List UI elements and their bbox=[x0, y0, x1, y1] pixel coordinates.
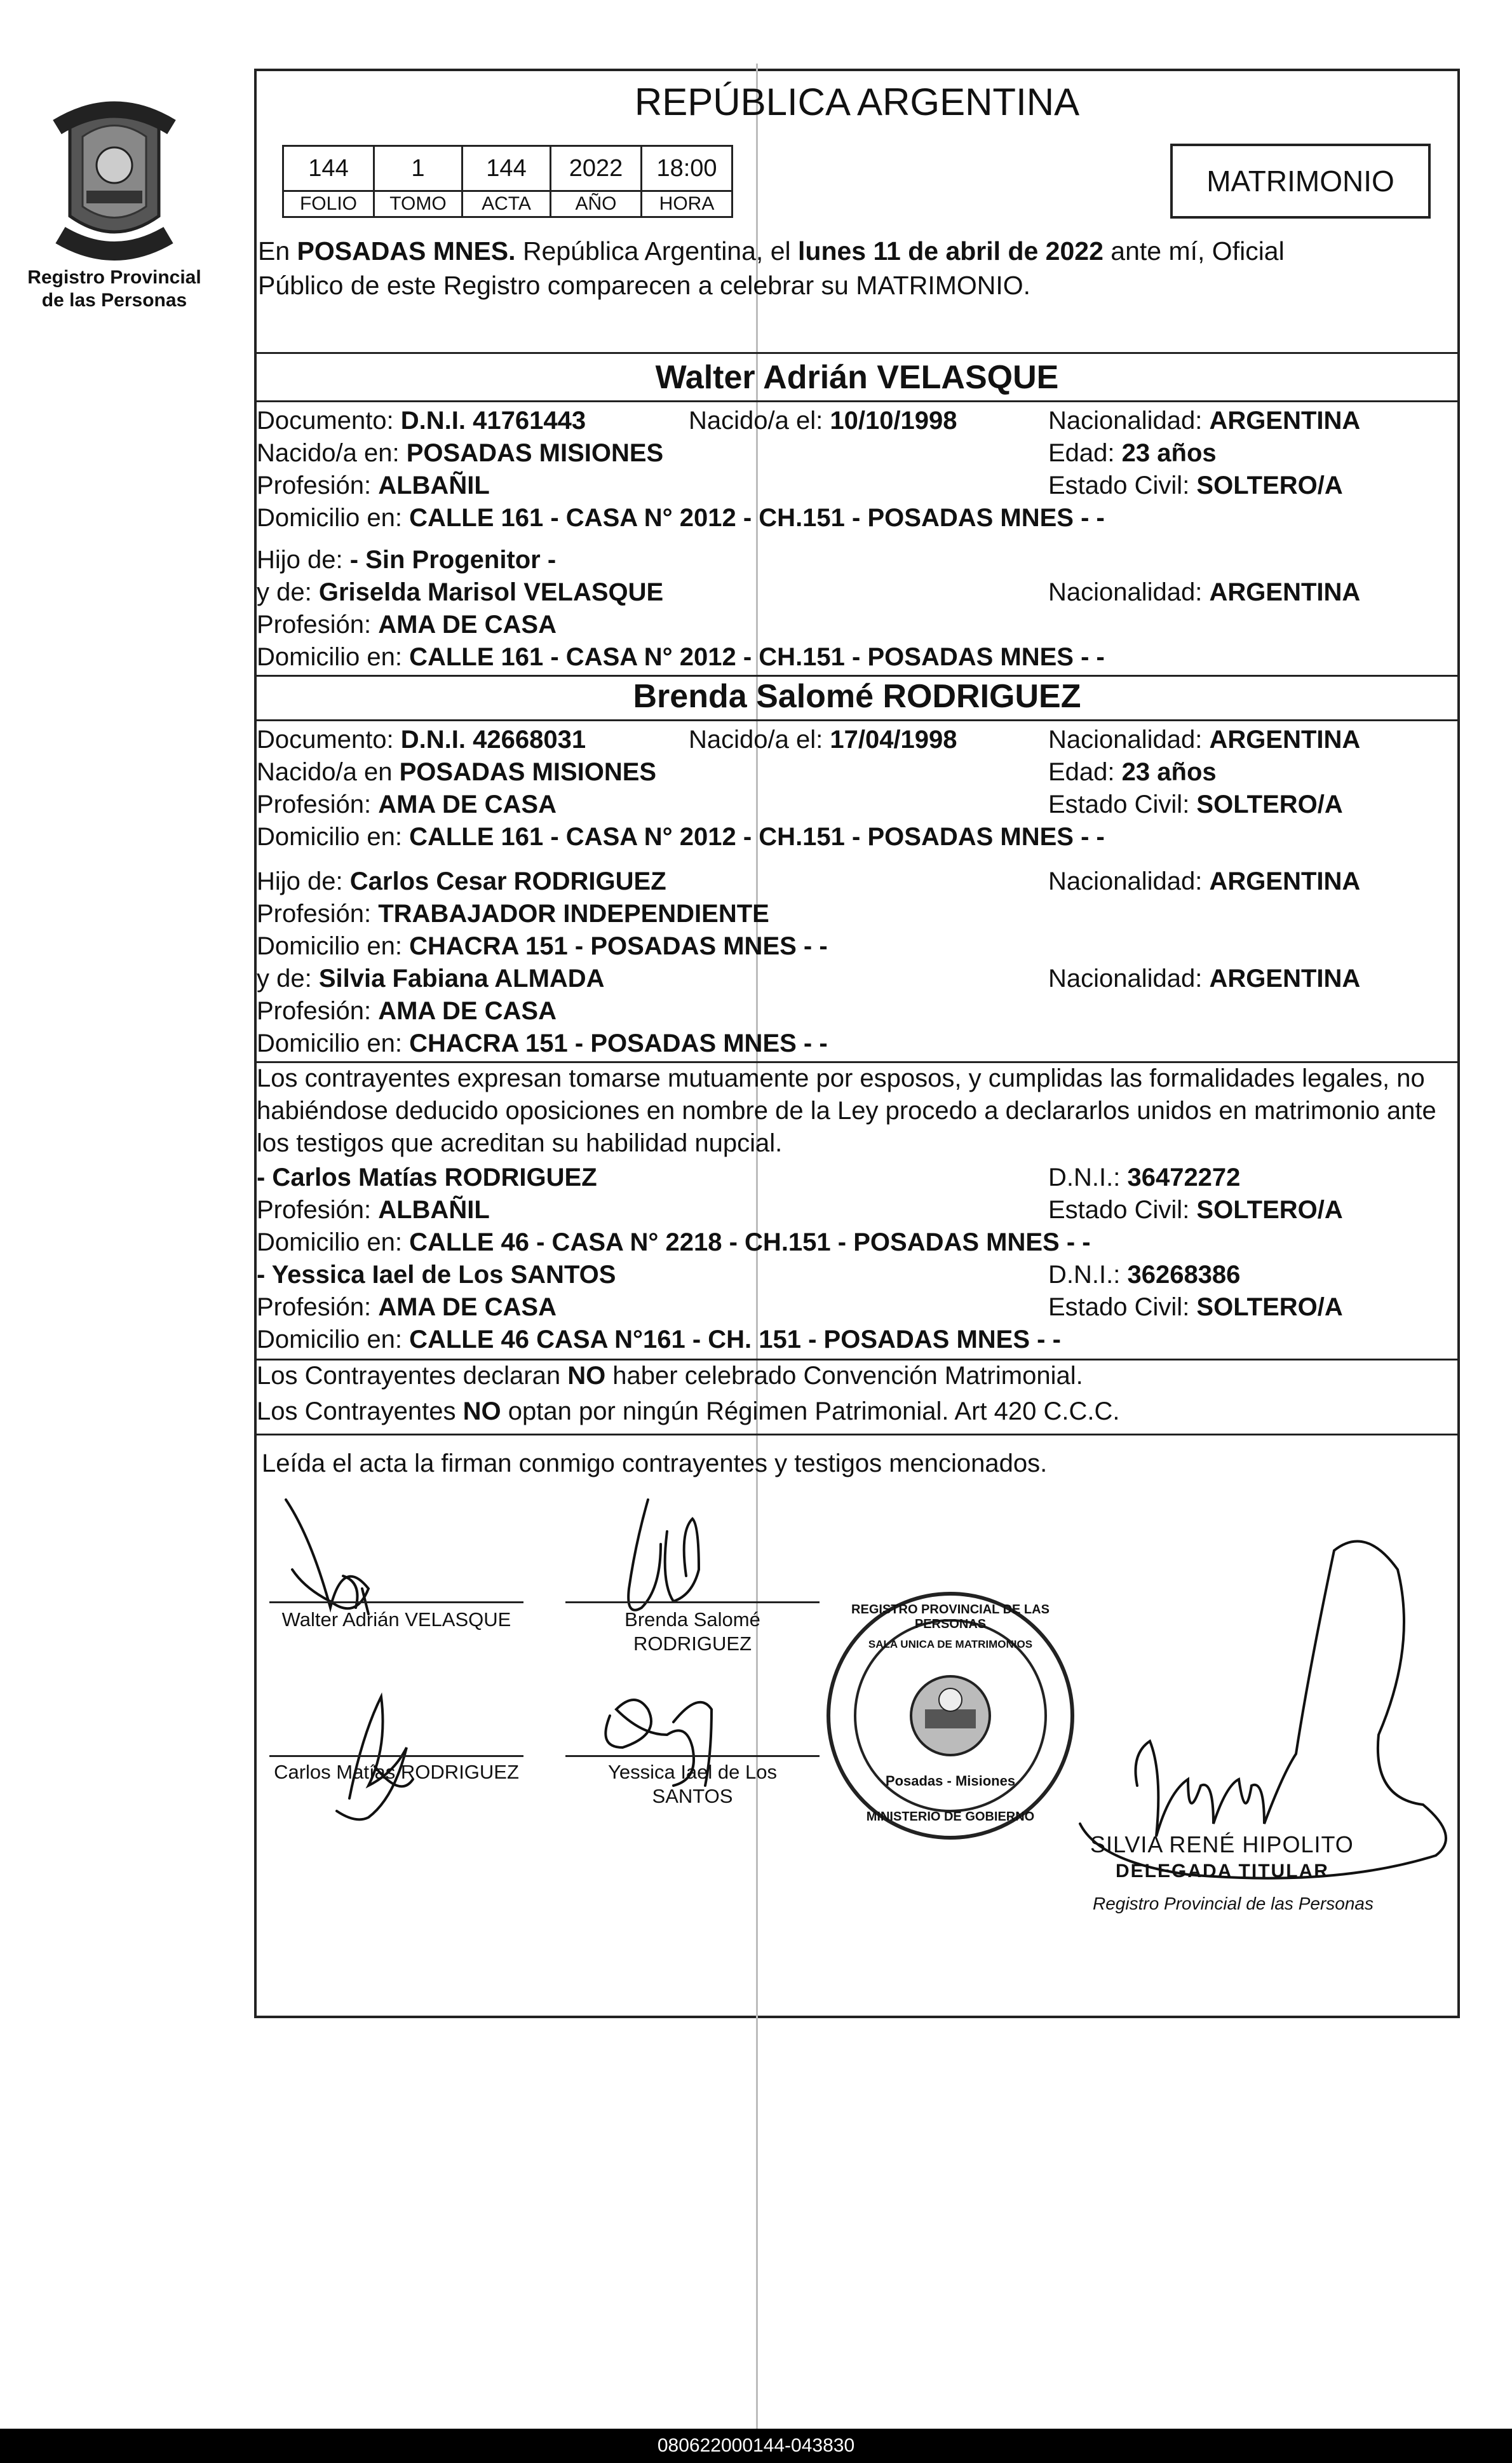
bride-father: Hijo de: Carlos Cesar RODRIGUEZ bbox=[257, 867, 666, 895]
groom-profession: Profesión: ALBAÑIL bbox=[257, 472, 490, 499]
signature-groom bbox=[286, 1500, 368, 1614]
bride-age: Edad: 23 años bbox=[1048, 758, 1217, 786]
intro-place: POSADAS MNES. bbox=[297, 236, 516, 266]
bride-father-nationality: Nacionalidad: ARGENTINA bbox=[1048, 867, 1361, 895]
groom-father: Hijo de: - Sin Progenitor - bbox=[257, 546, 557, 574]
divider bbox=[254, 719, 1460, 721]
bride-doc: Documento: D.N.I. 42668031 bbox=[257, 726, 586, 754]
signature-line bbox=[269, 1755, 523, 1757]
officer-name: SILVIA RENÉ HIPOLITO bbox=[1090, 1831, 1354, 1857]
signature-officer bbox=[1080, 1541, 1446, 1878]
bride-profession: Profesión: AMA DE CASA bbox=[257, 790, 557, 818]
tomo-label: TOMO bbox=[374, 191, 462, 217]
divider bbox=[254, 675, 1460, 677]
signature-bride bbox=[628, 1500, 699, 1610]
intro-text: En bbox=[258, 236, 297, 266]
seal-inner-text: SALA UNICA DE MATRIMONIOS bbox=[868, 1638, 1033, 1650]
intro-text: ante mí, Oficial bbox=[1103, 236, 1285, 266]
witness2-civil-status: Estado Civil: SOLTERO/A bbox=[1048, 1293, 1343, 1321]
tomo-value: 1 bbox=[374, 146, 462, 191]
intro-text: República Argentina, el bbox=[515, 236, 799, 266]
groom-born-place: Nacido/a en: POSADAS MISIONES bbox=[257, 439, 664, 467]
document-code-bar bbox=[0, 2429, 1512, 2463]
folio-value: 144 bbox=[283, 146, 374, 191]
logo-caption-line2: de las Personas bbox=[41, 290, 187, 311]
registry-table bbox=[282, 145, 733, 218]
signature-line bbox=[565, 1755, 820, 1757]
official-seal bbox=[823, 1589, 1077, 1843]
seal-ministry: MINISTERIO DE GOBIERNO bbox=[866, 1810, 1035, 1824]
intro-line1 bbox=[258, 236, 1285, 266]
signature-label-groom: Walter Adrián VELASQUE bbox=[281, 1608, 511, 1631]
groom-born-date: Nacido/a el: 10/10/1998 bbox=[689, 407, 957, 435]
intro-date: lunes 11 de abril de 2022 bbox=[798, 236, 1104, 266]
bride-mother-profession: Profesión: AMA DE CASA bbox=[257, 997, 557, 1025]
bride-mother-nationality: Nacionalidad: ARGENTINA bbox=[1048, 965, 1361, 993]
divider bbox=[254, 1061, 1460, 1063]
province-shield-icon bbox=[25, 89, 203, 273]
seal-city: Posadas - Misiones bbox=[885, 1773, 1016, 1789]
document-code: 080622000144-043830 bbox=[657, 2435, 855, 2456]
officer-org: Registro Provincial de las Personas bbox=[1093, 1894, 1374, 1913]
witness1-dni: D.N.I.: 36472272 bbox=[1048, 1164, 1241, 1191]
bride-civil-status: Estado Civil: SOLTERO/A bbox=[1048, 790, 1343, 818]
signature-line bbox=[269, 1601, 523, 1603]
signature-label-witness1: Carlos Matías RODRIGUEZ bbox=[274, 1761, 519, 1783]
bride-mother: y de: Silvia Fabiana ALMADA bbox=[257, 965, 605, 993]
hora-label: HORA bbox=[642, 191, 732, 217]
witness2-dni: D.N.I.: 36268386 bbox=[1048, 1261, 1241, 1289]
groom-civil-status: Estado Civil: SOLTERO/A bbox=[1048, 472, 1343, 499]
bride-born-place: Nacido/a en POSADAS MISIONES bbox=[257, 758, 657, 786]
declaration-line3: los testigos que acreditan su habilidad nupcial. bbox=[257, 1129, 783, 1157]
witness2-profession: Profesión: AMA DE CASA bbox=[257, 1293, 557, 1321]
bride-name: Brenda Salomé RODRIGUEZ bbox=[633, 678, 1081, 715]
anio-label: AÑO bbox=[551, 191, 642, 217]
signature-line bbox=[565, 1601, 820, 1603]
groom-nationality: Nacionalidad: ARGENTINA bbox=[1048, 407, 1361, 435]
signature-witness1 bbox=[337, 1697, 413, 1819]
groom-age: Edad: 23 años bbox=[1048, 439, 1217, 467]
regime-line1: Los Contrayentes declaran NO haber celebrado Convención Matrimonial. bbox=[257, 1362, 1083, 1390]
groom-mother: y de: Griselda Marisol VELASQUE bbox=[257, 578, 664, 606]
act-type-box bbox=[1170, 144, 1431, 219]
bride-mother-address: Domicilio en: CHACRA 151 - POSADAS MNES - - bbox=[257, 1029, 828, 1057]
groom-mother-address: Domicilio en: CALLE 161 - CASA N° 2012 - CH.151 - POSADAS MNES - - bbox=[257, 643, 1105, 671]
page-title: REPÚBLICA ARGENTINA bbox=[634, 81, 1080, 123]
bride-address: Domicilio en: CALLE 161 - CASA N° 2012 - CH.151 - POSADAS MNES - - bbox=[257, 823, 1105, 851]
regime-line2: Los Contrayentes NO optan por ningún Régimen Patrimonial. Art 420 C.C.C. bbox=[257, 1397, 1120, 1425]
witness1-civil-status: Estado Civil: SOLTERO/A bbox=[1048, 1196, 1343, 1224]
hora-value: 18:00 bbox=[642, 146, 732, 191]
registry-logo bbox=[25, 89, 203, 318]
signature-label-bride-2: RODRIGUEZ bbox=[633, 1632, 752, 1655]
act-type: MATRIMONIO bbox=[1206, 165, 1394, 198]
groom-address: Domicilio en: CALLE 161 - CASA N° 2012 - CH.151 - POSADAS MNES - - bbox=[257, 504, 1105, 532]
divider bbox=[254, 400, 1460, 402]
bride-father-profession: Profesión: TRABAJADOR INDEPENDIENTE bbox=[257, 900, 769, 928]
signature-label-bride-1: Brenda Salomé bbox=[624, 1608, 760, 1631]
bride-father-address: Domicilio en: CHACRA 151 - POSADAS MNES - - bbox=[257, 932, 828, 960]
witness2-address: Domicilio en: CALLE 46 CASA N°161 - CH. 151 - POSADAS MNES - - bbox=[257, 1326, 1061, 1354]
witness1-address: Domicilio en: CALLE 46 - CASA N° 2218 - CH.151 - POSADAS MNES - - bbox=[257, 1228, 1091, 1256]
logo-caption-line1: Registro Provincial bbox=[27, 267, 201, 288]
bride-born-date: Nacido/a el: 17/04/1998 bbox=[689, 726, 957, 754]
groom-doc: Documento: D.N.I. 41761443 bbox=[257, 407, 586, 435]
divider bbox=[254, 1434, 1460, 1435]
intro-line2: Público de este Registro comparecen a celebrar su MATRIMONIO. bbox=[258, 271, 1031, 300]
declaration-line2: habiéndose deducido oposiciones en nombre de la Ley procedo a declararlos unidos en matrimonio ante bbox=[257, 1097, 1436, 1125]
folio-label: FOLIO bbox=[283, 191, 374, 217]
groom-name: Walter Adrián VELASQUE bbox=[655, 359, 1059, 396]
divider bbox=[254, 352, 1460, 354]
officer-title: DELEGADA TITULAR bbox=[1116, 1861, 1329, 1882]
acta-value: 144 bbox=[462, 146, 551, 191]
witness2-name: - Yessica Iael de Los SANTOS bbox=[257, 1261, 616, 1289]
declaration-line1: Los contrayentes expresan tomarse mutuamente por esposos, y cumplidas las formalidades legales, no bbox=[257, 1064, 1425, 1092]
signature-label-witness2-1: Yessica Iael de Los bbox=[608, 1761, 777, 1783]
bride-nationality: Nacionalidad: ARGENTINA bbox=[1048, 726, 1361, 754]
anio-value: 2022 bbox=[551, 146, 642, 191]
groom-mother-nationality: Nacionalidad: ARGENTINA bbox=[1048, 578, 1361, 606]
groom-mother-profession: Profesión: AMA DE CASA bbox=[257, 611, 557, 639]
witness1-profession: Profesión: ALBAÑIL bbox=[257, 1196, 490, 1224]
acta-label: ACTA bbox=[462, 191, 551, 217]
signature-label-witness2-2: SANTOS bbox=[652, 1785, 733, 1807]
closing-text: Leída el acta la firman conmigo contrayentes y testigos mencionados. bbox=[262, 1449, 1048, 1477]
divider bbox=[254, 1359, 1460, 1360]
witness1-name: - Carlos Matías RODRIGUEZ bbox=[257, 1164, 597, 1191]
seal-outer-text: REGISTRO PROVINCIAL DE LAS PERSONAS bbox=[851, 1603, 1050, 1631]
